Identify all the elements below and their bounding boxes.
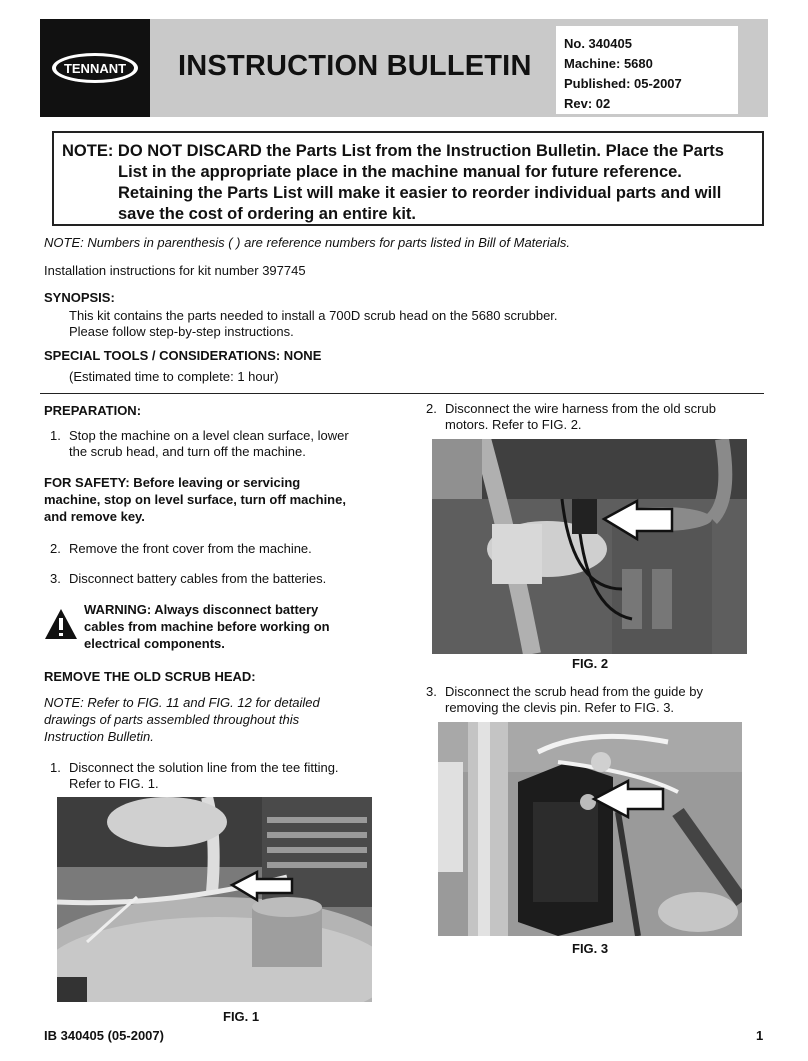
- safety-note: and remove key.: [44, 509, 145, 524]
- step-number: 2.: [426, 401, 437, 416]
- preparation-heading: PREPARATION:: [44, 403, 142, 418]
- warning-text: cables from machine before working on: [84, 619, 330, 634]
- meta-number: No. 340405: [564, 36, 632, 51]
- prep-step-3: Disconnect battery cables from the batteries.: [69, 571, 327, 586]
- figure-3-caption: FIG. 3: [572, 941, 609, 956]
- remove-step-1: Disconnect the solution line from the tee fitting.: [69, 760, 339, 775]
- step-number: 3.: [50, 571, 61, 586]
- figure-3-photo: [438, 722, 742, 936]
- remove-step-2: Disconnect the wire harness from the old scrub: [445, 401, 716, 416]
- footer-doc-id: IB 340405 (05-2007): [44, 1028, 164, 1043]
- remove-note: NOTE: Refer to FIG. 11 and FIG. 12 for detailed: [44, 695, 320, 710]
- synopsis-heading: SYNOPSIS:: [44, 290, 115, 305]
- prep-step-1: the scrub head, and turn off the machine.: [69, 444, 306, 459]
- logo-oval-icon: [50, 49, 140, 87]
- synopsis-text: This kit contains the parts needed to install a 700D scrub head on the 5680 scrubber.: [69, 308, 558, 323]
- safety-note: machine, stop on level surface, turn off machine,: [44, 492, 346, 507]
- reference-note: NOTE: Numbers in parenthesis ( ) are reference numbers for parts listed in Bill of Materials.: [44, 235, 570, 250]
- figure-2-photo: [432, 439, 747, 654]
- kit-number-line: Installation instructions for kit number 397745: [44, 263, 306, 278]
- page-title: INSTRUCTION BULLETIN: [178, 50, 532, 82]
- note-line: NOTE: DO NOT DISCARD the Parts List from the Instruction Bulletin. Place the Parts: [62, 142, 724, 160]
- step-number: 3.: [426, 684, 437, 699]
- warning-text: WARNING: Always disconnect battery: [84, 602, 319, 617]
- remove-step-3: Disconnect the scrub head from the guide by: [445, 684, 703, 699]
- remove-step-3: removing the clevis pin. Refer to FIG. 3.: [445, 700, 675, 715]
- page-number: 1: [756, 1028, 764, 1043]
- remove-note: Instruction Bulletin.: [44, 729, 154, 744]
- step-number: 1.: [50, 428, 61, 443]
- safety-note: FOR SAFETY: Before leaving or servicing: [44, 475, 301, 490]
- tennant-logo: [40, 19, 150, 117]
- tools-note: (Estimated time to complete: 1 hour): [69, 369, 279, 384]
- section-divider: [40, 393, 764, 394]
- step-number: 2.: [50, 541, 61, 556]
- discard-note-box: [52, 131, 764, 226]
- figure-2-caption: FIG. 2: [572, 656, 609, 671]
- bulletin-meta: [556, 26, 738, 114]
- remove-step-1: Refer to FIG. 1.: [69, 776, 159, 791]
- figure-1-photo: [57, 797, 372, 1002]
- meta-published: Published: 05-2007: [564, 76, 682, 91]
- note-line: save the cost of ordering an entire kit.: [118, 205, 416, 223]
- note-line: Retaining the Parts List will make it easier to reorder individual parts and will: [118, 184, 722, 202]
- logo-text: TENNANT: [63, 61, 127, 76]
- figure-1-caption: FIG. 1: [223, 1009, 260, 1024]
- warning-triangle-icon: [44, 608, 78, 640]
- meta-rev: Rev: 02: [564, 96, 611, 111]
- meta-machine: Machine: 5680: [564, 56, 653, 71]
- tools-heading: SPECIAL TOOLS / CONSIDERATIONS: NONE: [44, 348, 322, 363]
- note-line: List in the appropriate place in the machine manual for future reference.: [118, 163, 682, 181]
- warning-text: electrical components.: [84, 636, 225, 651]
- step-number: 1.: [50, 760, 61, 775]
- synopsis-text: Please follow step-by-step instructions.: [69, 324, 294, 339]
- prep-step-1: Stop the machine on a level clean surface, lower: [69, 428, 349, 443]
- remove-step-2: motors. Refer to FIG. 2.: [445, 417, 582, 432]
- remove-note: drawings of parts assembled throughout this: [44, 712, 300, 727]
- remove-heading: REMOVE THE OLD SCRUB HEAD:: [44, 669, 256, 684]
- prep-step-2: Remove the front cover from the machine.: [69, 541, 312, 556]
